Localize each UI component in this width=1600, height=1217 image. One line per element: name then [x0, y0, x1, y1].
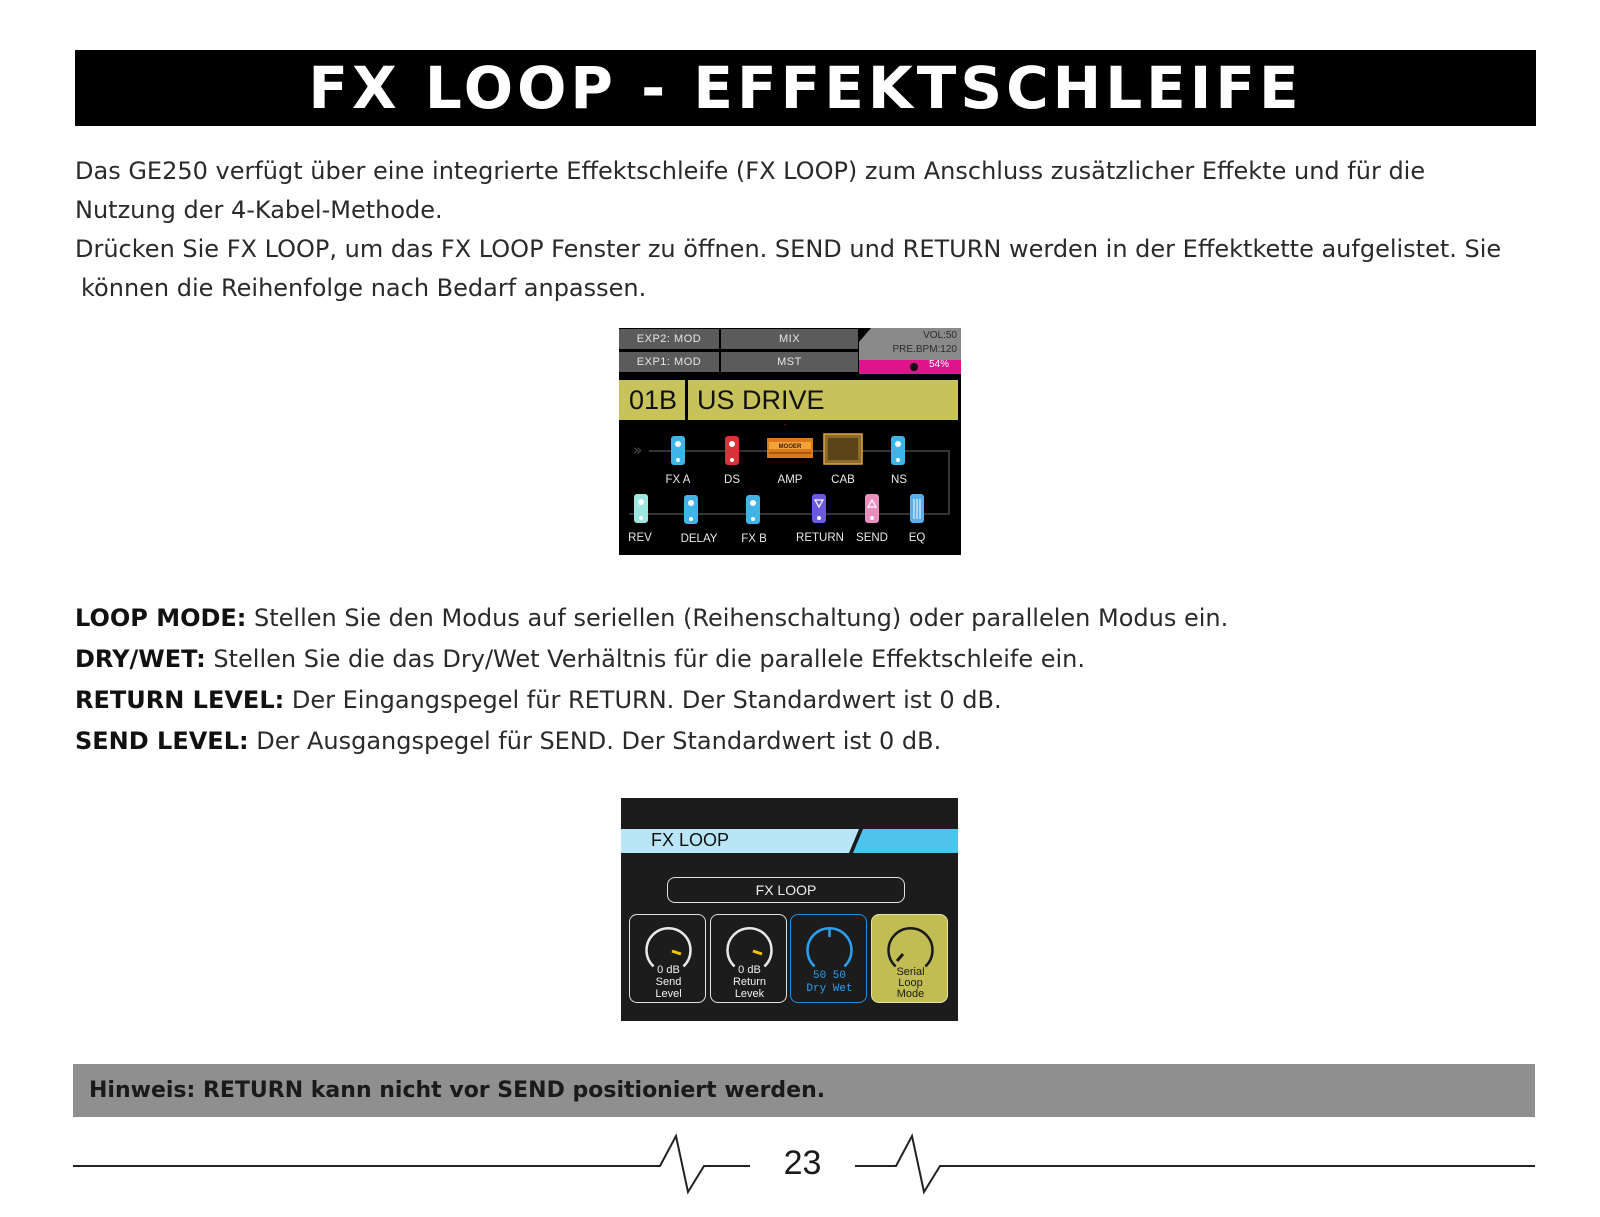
send-pedal-icon[interactable]: [865, 494, 879, 523]
title-bar: [75, 50, 1536, 126]
return-pedal-icon[interactable]: [812, 494, 826, 523]
cab-icon[interactable]: [824, 434, 862, 464]
chain-label: NS: [891, 474, 907, 486]
knob-value: Serial: [896, 966, 925, 978]
chain-label: DS: [724, 474, 740, 486]
page-title: FX LOOP - EFFEKTSCHLEIFE: [308, 54, 1303, 122]
intro-text: [75, 152, 1545, 308]
definition-text: Der Eingangspegel für RETURN. Der Standardwert ist 0 dB.: [284, 686, 1002, 714]
definition-text: Stellen Sie den Modus auf seriellen (Reihenschaltung) oder parallelen Modus ein.: [246, 604, 1229, 632]
definition-term: DRY/WET:: [75, 645, 206, 673]
screen-header: [619, 328, 961, 374]
definition-text: Der Ausgangspegel für SEND. Der Standardwert ist 0 dB.: [248, 727, 942, 755]
volume-readout: VOL:50: [923, 330, 957, 341]
knob-value: 50 50: [812, 970, 846, 982]
intro-line-2: Nutzung der 4-Kabel-Methode.: [75, 196, 443, 224]
definition-return-level: [75, 680, 1535, 721]
page-number: 23: [783, 1144, 822, 1182]
note-text: Hinweis: RETURN kann nicht vor SEND positioniert werden.: [89, 1078, 826, 1103]
intro-line-1: Das GE250 verfügt über eine integrierte Effektschleife (FX LOOP) zum Anschluss zusätzlicher Effekte und für die: [75, 157, 1426, 185]
mix-label: MIX: [721, 329, 858, 349]
fx-b-pedal-icon[interactable]: [746, 495, 760, 524]
intro-line-3: Drücken Sie FX LOOP, um das FX LOOP Fenster zu öffnen. SEND und RETURN werden in der Effektkette aufgelistet. Sie: [75, 235, 1502, 263]
knob-label: Send: [655, 976, 682, 988]
preset-name: US DRIVE: [697, 384, 825, 415]
definition-dry-wet: [75, 639, 1535, 680]
dry-wet-knob[interactable]: [790, 914, 867, 1003]
definition-text: Stellen Sie die das Dry/Wet Verhältnis für die parallele Effektschleife ein.: [205, 645, 1085, 673]
knob-label: Loop: [898, 977, 923, 989]
preset-number: 01B: [628, 384, 678, 415]
chain-label: DELAY: [680, 533, 718, 545]
parameter-definitions: [75, 598, 1535, 762]
preset-divider: [685, 380, 688, 420]
bpm-readout: PRE.BPM:120: [892, 344, 957, 355]
exp1-label: EXP1: MOD: [619, 352, 719, 372]
chain-label: FX B: [741, 533, 767, 545]
knob-value: 0 dB: [657, 964, 680, 976]
battery-readout: 54%: [928, 359, 949, 370]
preset-bar: [619, 380, 961, 420]
chain-label: EQ: [908, 532, 926, 544]
knob-label: Level: [655, 988, 682, 1000]
knob-label: Dry Wet: [806, 983, 853, 995]
intro-line-4: können die Reihenfolge nach Bedarf anpassen.: [81, 274, 647, 302]
definition-loop-mode: [75, 598, 1535, 639]
definition-send-level: [75, 721, 1535, 762]
definition-term: RETURN LEVEL:: [75, 686, 285, 714]
loop-mode-knob[interactable]: [871, 914, 948, 1003]
definition-term: LOOP MODE:: [75, 604, 247, 632]
chain-label: AMP: [777, 474, 803, 486]
knob-label: Return: [732, 976, 767, 988]
chain-start-icon: »: [633, 441, 643, 459]
delay-pedal-icon[interactable]: [684, 495, 698, 524]
mst-label: MST: [721, 352, 858, 372]
fx-loop-tab-label: FX LOOP: [651, 830, 730, 850]
chain-label: FX A: [665, 474, 691, 486]
send-level-knob[interactable]: [629, 914, 706, 1003]
status-panel: [859, 328, 961, 374]
knob-label: Mode: [896, 988, 925, 1000]
knob-label: Levek: [734, 988, 765, 1000]
ds-pedal-icon[interactable]: [725, 436, 739, 465]
note-box: [73, 1064, 1535, 1117]
return-level-knob[interactable]: [710, 914, 787, 1003]
chain-label: CAB: [831, 474, 855, 486]
preset-edge: [958, 380, 961, 420]
exp2-label: EXP2: MOD: [619, 329, 719, 349]
knob-value: 0 dB: [738, 964, 761, 976]
rev-pedal-icon[interactable]: [634, 494, 648, 523]
ns-pedal-icon[interactable]: [891, 436, 905, 465]
chain-label: REV: [628, 532, 652, 544]
chain-label: SEND: [856, 532, 888, 544]
device-screen-chain: [619, 328, 961, 555]
fx-a-pedal-icon[interactable]: [671, 436, 685, 465]
device-screen-fx-loop: [621, 798, 958, 1021]
amp-badge: MOOER: [778, 444, 802, 450]
fx-loop-button[interactable]: FX LOOP: [667, 877, 905, 903]
amp-icon[interactable]: [767, 424, 813, 458]
definition-term: SEND LEVEL:: [75, 727, 249, 755]
chain-label: RETURN: [796, 532, 844, 544]
eq-pedal-icon[interactable]: [910, 494, 924, 523]
